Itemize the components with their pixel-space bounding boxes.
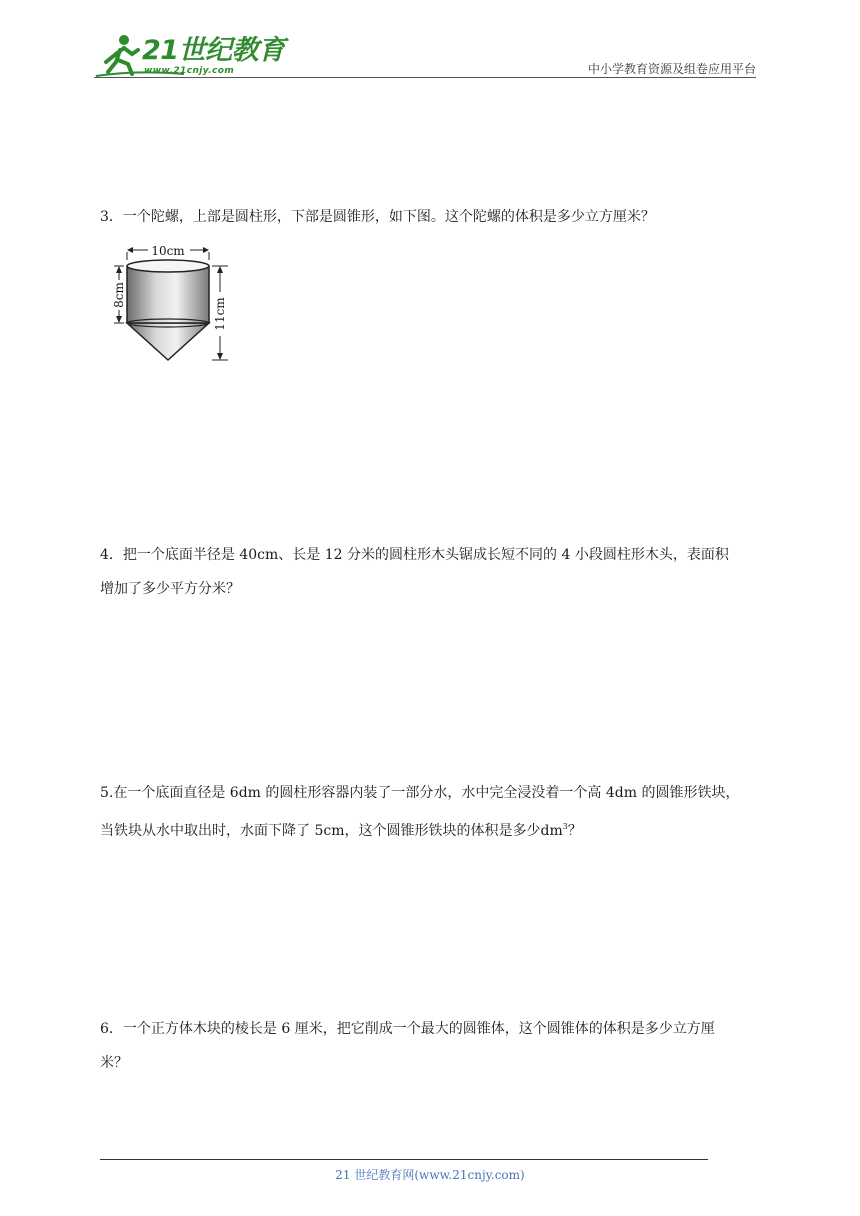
question-text: 当铁块从水中取出时，水面下降了 5cm，这个圆锥形铁块的体积是多少 [100,823,541,839]
question-4-line-2: 增加了多少平方分米？ [100,581,240,597]
question-mark: ？ [567,823,582,839]
question-3-line-1 [100,200,760,234]
logo-url: www.21cnjy.com [144,66,235,76]
footer-divider [100,1159,708,1160]
question-text: 一个正方体木块的棱长是 6 厘米，把它削成一个最大的圆锥体，这个圆锥体的体积是多少立方厘 [122,1021,715,1037]
question-4 [100,538,760,606]
question-6-line-1 [100,1012,760,1046]
question-5 [100,776,760,848]
question-number: 6． [100,1021,123,1037]
header-platform-name: 中小学教育资源及组卷应用平台 [587,62,756,76]
header-divider [94,77,756,78]
footer-text: 21 世纪教育网(www.21cnjy.com) [335,1168,525,1182]
question-number: 5. [100,785,114,801]
unit-dm: dm [540,823,563,839]
question-text: 在一个底面直径是 6dm 的圆柱形容器内装了一部分水，水中完全浸没着一个高 4dm 的圆锥形铁块， [113,785,740,801]
logo-text: 21世纪教育 [142,35,285,66]
question-number: 4． [100,547,123,563]
label-cylinder-height: 8cm [112,282,126,308]
question-5-line-1 [100,776,760,810]
spinning-top-figure [100,240,240,368]
unit-exponent: 3 [562,822,568,831]
label-total-height: 11cm [213,297,227,331]
question-6 [100,1012,760,1080]
question-number: 3． [100,209,123,225]
question-text: 把一个底面半径是 40cm、长是 12 分米的圆柱形木头锯成长短不同的 4 小段圆柱形木头，表面积 [122,547,729,563]
question-text: 一个陀螺，上部是圆柱形，下部是圆锥形，如下图。这个陀螺的体积是多少立方厘米？ [122,209,655,225]
question-5-line-2 [100,810,760,848]
question-4-line-1 [100,538,760,572]
page-header [0,0,860,80]
question-3 [100,200,760,234]
label-diameter: 10cm [151,244,185,258]
question-6-line-2: 米？ [100,1055,128,1071]
